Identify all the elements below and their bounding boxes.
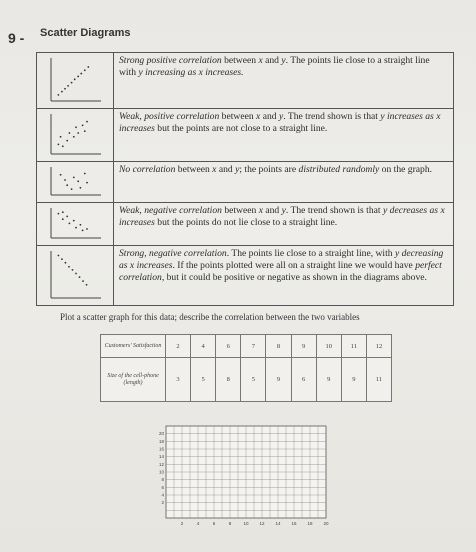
description-text: x (212, 164, 217, 175)
table-cell: 9 (316, 358, 341, 402)
table-cell: 5 (241, 358, 266, 402)
description-text: y (278, 111, 284, 122)
x-tick-label: 14 (275, 521, 281, 526)
table-row (101, 335, 392, 358)
description-text: x (256, 111, 261, 122)
row-header: Customers' Satisfaction (101, 335, 166, 358)
y-tick-label: 18 (158, 438, 164, 444)
description-text: . The points lie close to a straight line with (119, 55, 430, 78)
description-text: ; the points are (239, 164, 299, 175)
data-table (100, 334, 392, 402)
y-tick-label: 12 (158, 461, 164, 467)
description-text: . If the points plotted were all on a straight line we would have (172, 260, 416, 271)
description-text: between (221, 55, 259, 66)
table-row (101, 358, 392, 402)
y-tick-label: 20 (158, 431, 164, 437)
correlation-description (114, 53, 454, 109)
correlation-description (114, 162, 454, 203)
description-text: but the points do not lie close to a straight line. (154, 217, 338, 228)
description-text: x (258, 205, 263, 216)
description-text: Strong positive correlation (119, 55, 222, 66)
description-text: and (262, 205, 282, 216)
page-title: Scatter Diagrams (40, 27, 131, 39)
description-text: between (175, 164, 213, 175)
description-text: Weak, positive correlation (119, 111, 220, 122)
scatter-strong-negative-icon (37, 246, 114, 306)
x-tick-label: 8 (228, 521, 232, 526)
scatter-no-correlation-icon (37, 162, 114, 203)
description-text: y (281, 55, 286, 66)
scatter-strong-positive-icon (37, 53, 114, 109)
y-tick-label: 4 (161, 492, 164, 498)
table-cell: 11 (366, 358, 391, 402)
table-cell: 4 (191, 335, 216, 358)
description-text: but the points are not close to a straight line. (154, 123, 328, 134)
description-text: y decreases as x increases (119, 205, 445, 228)
x-tick-label: 6 (212, 521, 216, 526)
y-tick-label: 8 (161, 477, 164, 483)
description-text: y (235, 164, 240, 175)
task-prompt: Plot a scatter graph for this data; describe the correlation between the two variables (60, 312, 360, 322)
table-cell: 12 (366, 335, 391, 358)
description-text: . The trend shown is that (283, 111, 381, 122)
correlation-description (114, 109, 454, 162)
y-tick-label: 6 (161, 484, 164, 490)
table-cell: 6 (291, 358, 316, 402)
description-text: between (219, 111, 257, 122)
x-tick-label: 10 (243, 521, 249, 526)
table-cell: 7 (241, 335, 266, 358)
blank-graph-grid (152, 420, 332, 530)
x-tick-label: 4 (196, 521, 200, 526)
description-text: x (258, 55, 263, 66)
correlation-description (114, 246, 454, 306)
description-text: y increasing as x increases. (138, 67, 244, 78)
description-text: Strong, negative correlation (119, 248, 227, 259)
description-text: No correlation (119, 164, 176, 175)
y-tick-label: 14 (158, 454, 164, 460)
scatter-weak-positive-icon (37, 109, 114, 162)
x-tick-label: 16 (291, 521, 297, 526)
table-cell: 8 (216, 358, 241, 402)
table-cell: 11 (341, 335, 366, 358)
x-tick-label: 18 (307, 521, 313, 526)
y-tick-label: 10 (158, 469, 164, 475)
x-tick-label: 2 (180, 521, 184, 526)
correlation-types-table (36, 52, 454, 306)
row-header: Size of the cell-phone (length) (101, 358, 166, 402)
table-cell: 9 (291, 335, 316, 358)
description-text: . The trend shown is that (285, 205, 383, 216)
description-text: , but it could be positive or negative as shown in the diagrams above. (161, 272, 427, 283)
table-cell: 5 (191, 358, 216, 402)
table-cell: 9 (341, 358, 366, 402)
x-tick-label: 12 (259, 521, 265, 526)
description-text: on the graph. (379, 164, 433, 175)
scatter-weak-negative-icon (37, 203, 114, 246)
y-tick-label: 2 (161, 500, 164, 506)
table-cell: 10 (316, 335, 341, 358)
y-tick-label: 16 (158, 446, 164, 452)
description-text: and (216, 164, 236, 175)
description-text: between (221, 205, 259, 216)
correlation-description (114, 203, 454, 246)
x-tick-label: 20 (323, 521, 329, 526)
description-text: . The points lie close to a straight line, with (226, 248, 395, 259)
description-text: distributed randomly (298, 164, 380, 175)
description-text: y decreasing as x increases (119, 248, 444, 271)
description-text: and (260, 111, 279, 122)
table-cell: 8 (266, 335, 291, 358)
question-number: 9 - (8, 30, 25, 46)
description-text: Weak, negative correlation (119, 205, 222, 216)
description-text: y increases as x increases (119, 111, 441, 134)
table-cell: 9 (266, 358, 291, 402)
table-cell: 3 (166, 358, 191, 402)
description-text: y (281, 205, 286, 216)
table-cell: 2 (166, 335, 191, 358)
table-cell: 6 (216, 335, 241, 358)
description-text: perfect correlation (119, 260, 442, 283)
description-text: and (262, 55, 282, 66)
